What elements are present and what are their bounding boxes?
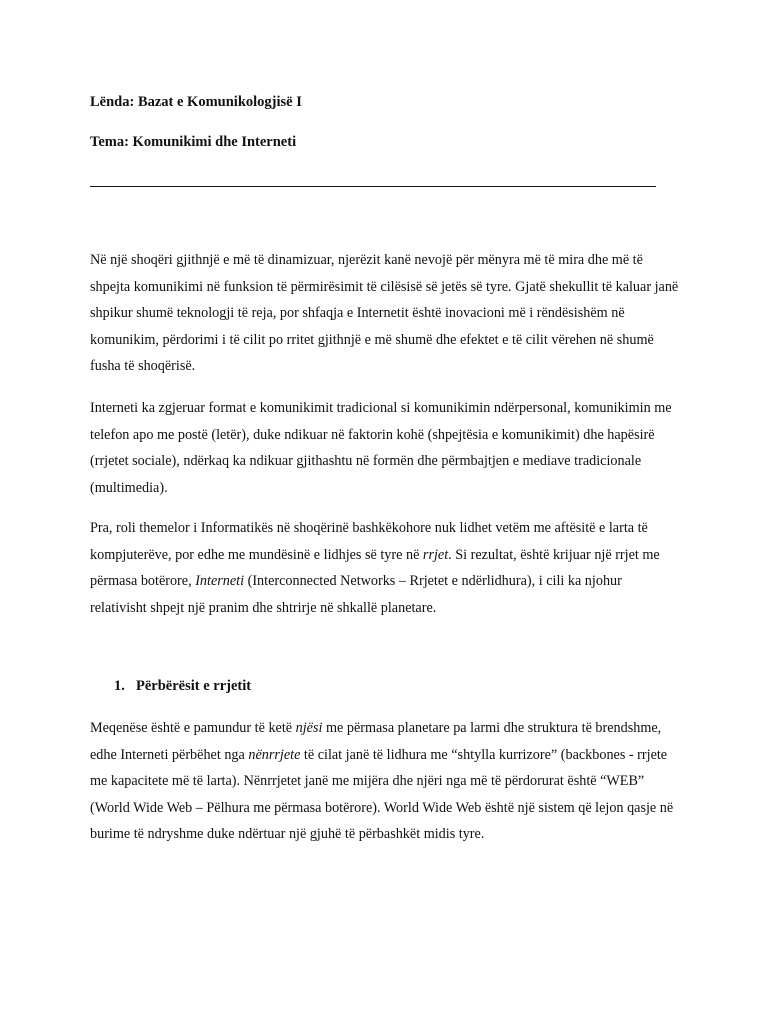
intro-paragraph-1: Në një shoqëri gjithnjë e më të dinamizuar, njerëzit kanë nevojë për mënyra më të mira dhe më të shpejta komunikimi në funksion të përmirësimit të cilësisë së jetës së tyre. Gjatë shekullit të kaluar janë shpikur shumë teknologji të reja, por shfaqja e Internetit është inovacioni më i rëndësishëm në komunikim, përdorimi i të cilit po rritet gjithnjë e më shumë dhe efektet e të cilit vërehen në shumë fusha të shoqërisë. (90, 252, 679, 374)
intro-paragraph-3 (90, 515, 680, 621)
section-number: 1. (114, 678, 125, 694)
paragraph-text: Meqenëse është e pamundur të ketë (90, 720, 296, 736)
paragraph-text: me përmasa planetare pa larmi dhe struktura të brendshme, edhe Interneti përbëhet nga (90, 720, 662, 763)
paragraph-text: . Si rezultat, është krijuar një rrjet me përmasa botërore, (90, 546, 660, 589)
section-paragraph (90, 715, 680, 848)
intro-paragraph-2: Interneti ka zgjeruar format e komunikimit tradicional si komunikimin ndërpersonal, komunikimin me telefon apo me postë (letër), duke ndikuar në faktorin kohë (shpejtësia e komunikimit) dhe hapësirë (rrjetet sociale), ndërkaq ka ndikuar gjithashtu në formën dhe përmbajtjen e mediave tradicionale (multimedia). (90, 400, 672, 496)
horizontal-rule (90, 186, 656, 187)
section-title: Përbërësit e rrjetit (136, 678, 252, 694)
section-heading (114, 678, 251, 695)
paragraph-text: (Interconnected Networks – Rrjetet e ndërlidhura), i cili ka njohur relativisht shpejt një pranim dhe shtrirje në shkallë planetare. (90, 573, 622, 616)
italic-term: njësi (295, 720, 323, 736)
italic-term: Interneti (195, 573, 245, 589)
subject-line: Lënda: Bazat e Komunikologjisë I (90, 94, 302, 110)
topic-line: Tema: Komunikimi dhe Interneti (90, 134, 297, 150)
italic-term: rrjet (422, 546, 449, 563)
paragraph-text: Pra, roli themelor i Informatikës në shoqërinë bashkëkohore nuk lidhet vetëm me aftësitë e larta të kompjuterëve, por edhe me mundësinë e lidhjes së tyre në (90, 520, 648, 563)
paragraph-text: të cilat janë të lidhura me “shtylla kurrizore” (backbones - rrjete me kapacitete më të larta). Nënrrjetet janë me mijëra dhe njëri nga më të përdorurat është “WEB” (World Wide Web – Pëlhura me përmasa botërore). World Wide Web është një sistem që lejon qasje në burime të ndryshme duke ndërtuar një gjuhë të përbashkët midis tyre. (90, 746, 674, 842)
italic-term: nënrrjete (248, 746, 301, 763)
